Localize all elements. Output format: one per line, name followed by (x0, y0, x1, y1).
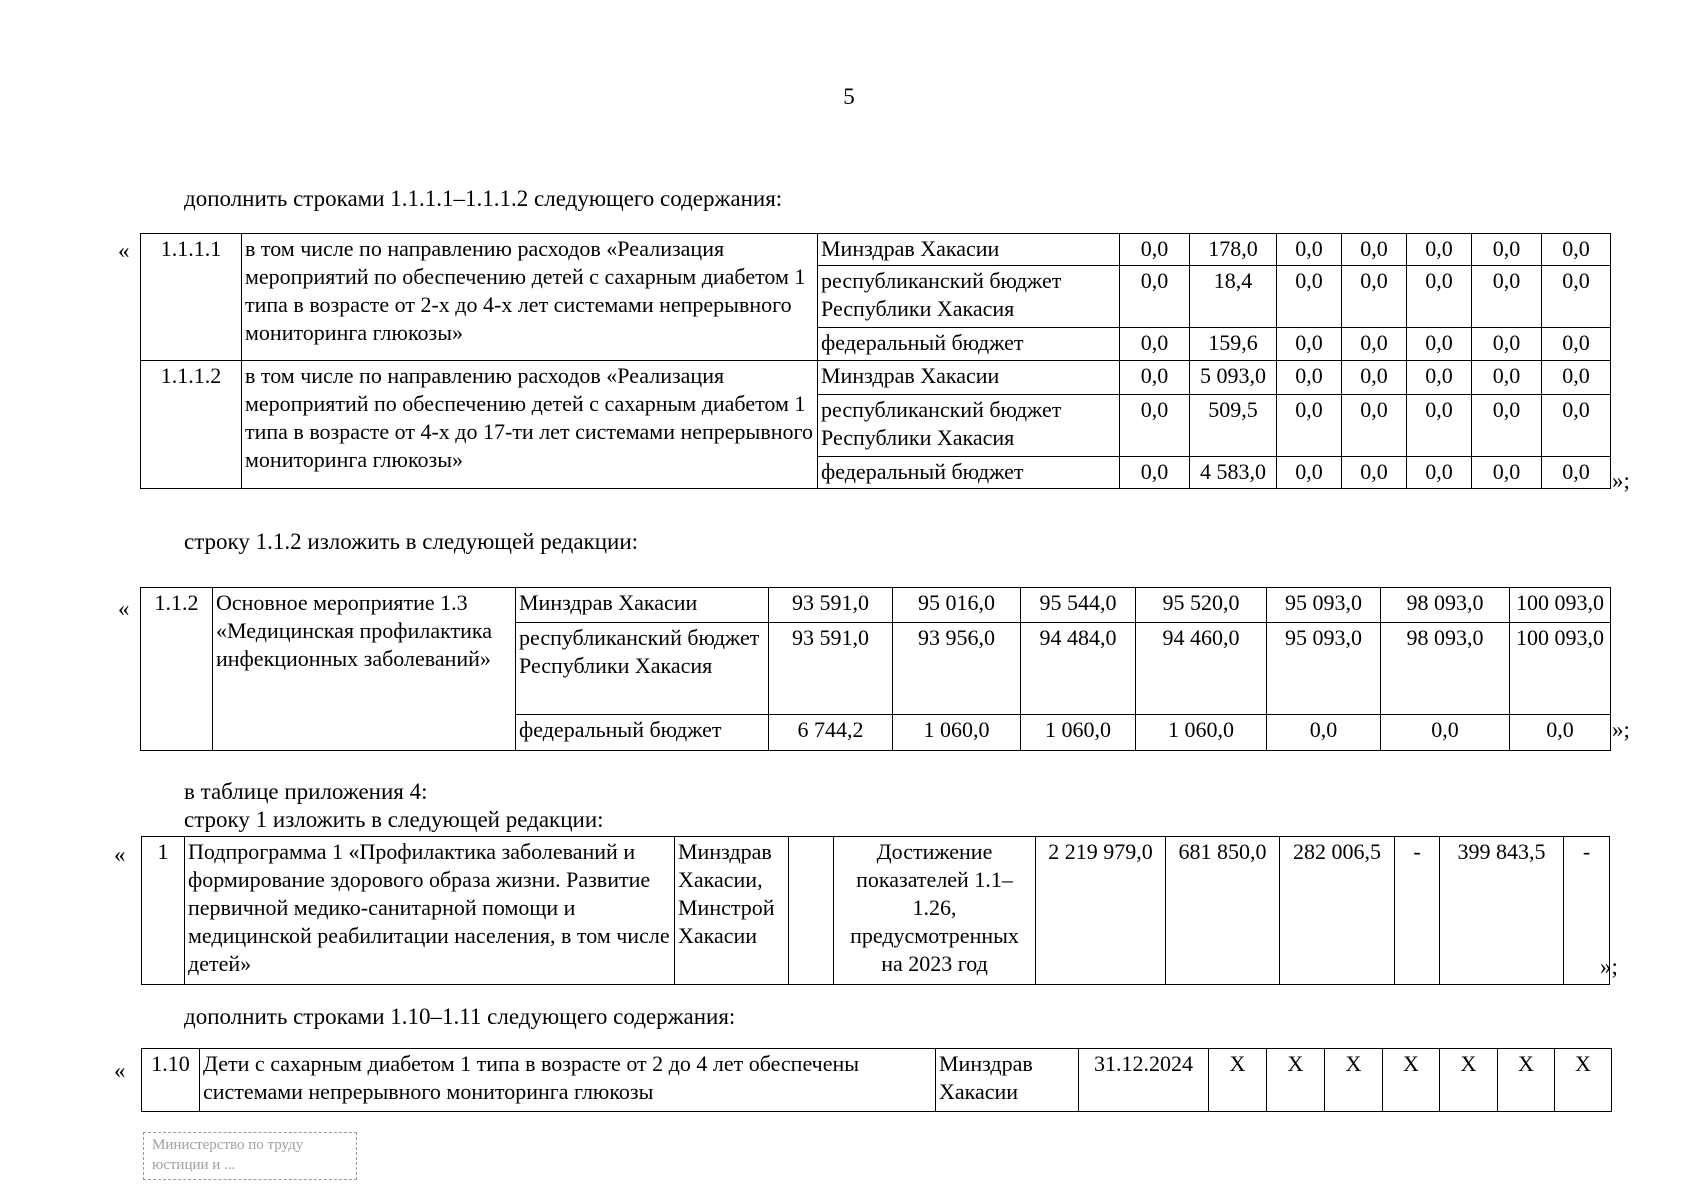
table-row (141, 588, 1611, 623)
empty-cell (789, 837, 834, 985)
value-cell: 93 591,0 (769, 588, 893, 623)
value-cell: 2 219 979,0 (1036, 837, 1166, 985)
value-cell: 94 460,0 (1136, 623, 1267, 715)
value-cell: 0,0 (1120, 266, 1190, 328)
value-cell: 95 093,0 (1267, 623, 1381, 715)
value-cell: 0,0 (1472, 361, 1542, 395)
value-cell: 178,0 (1190, 234, 1277, 266)
instruction-add-rows-1111: дополнить строками 1.1.1.1–1.1.1.2 следующего содержания: (184, 186, 783, 211)
value-cell: 4 583,0 (1190, 457, 1277, 489)
row-description: Подпрограмма 1 «Профилактика заболеваний и формирование здорового образа жизни. Развитие первичной медико-санитарной помощи и медицинской реабилитации населения, в том числе детей» (185, 837, 675, 985)
value-cell: 0,0 (1120, 361, 1190, 395)
table-row-112 (140, 587, 1611, 751)
value-cell: 0,0 (1381, 715, 1510, 751)
open-quote: « (118, 238, 130, 263)
executor-cell: Минздрав Хакасии, Минстрой Хакасии (675, 837, 789, 985)
instruction-add-rows-110: дополнить строками 1.10–1.11 следующего содержания: (184, 1004, 736, 1029)
value-cell: 5 093,0 (1190, 361, 1277, 395)
value-cell: 6 744,2 (769, 715, 893, 751)
value-cell: 681 850,0 (1166, 837, 1280, 985)
value-cell: 0,0 (1542, 234, 1611, 266)
value-cell: 0,0 (1277, 361, 1342, 395)
date-cell: 31.12.2024 (1079, 1049, 1209, 1112)
mark-cell: X (1325, 1049, 1383, 1112)
mark-cell: X (1555, 1049, 1612, 1112)
mark-cell: X (1383, 1049, 1440, 1112)
funding-source: республиканский бюджет Республики Хакасия (818, 266, 1120, 328)
value-cell: 0,0 (1510, 715, 1611, 751)
close-quote: »; (1612, 717, 1630, 742)
value-cell: 0,0 (1472, 328, 1542, 361)
value-cell: 95 520,0 (1136, 588, 1267, 623)
stamp-text-line: Министерство по труду (152, 1137, 304, 1153)
value-cell: 18,4 (1190, 266, 1277, 328)
funding-source: республиканский бюджет Республики Хакасия (818, 395, 1120, 457)
value-cell: 159,6 (1190, 328, 1277, 361)
page-number: 5 (843, 84, 855, 109)
open-quote: « (114, 1058, 126, 1083)
value-cell: 0,0 (1120, 395, 1190, 457)
value-cell: 282 006,5 (1280, 837, 1395, 985)
value-cell: 100 093,0 (1510, 623, 1611, 715)
value-cell: 0,0 (1120, 457, 1190, 489)
value-cell: 509,5 (1190, 395, 1277, 457)
value-cell: 0,0 (1407, 457, 1472, 489)
value-cell: 0,0 (1542, 361, 1611, 395)
value-cell: 0,0 (1277, 328, 1342, 361)
table-row (141, 361, 1611, 395)
value-cell: 0,0 (1277, 395, 1342, 457)
funding-source: республиканский бюджет Республики Хакасия (516, 623, 769, 715)
funding-source: федеральный бюджет (516, 715, 769, 751)
value-cell: 0,0 (1342, 457, 1407, 489)
funding-source: Минздрав Хакасии (516, 588, 769, 623)
close-quote: »; (1612, 468, 1630, 493)
value-cell: 95 016,0 (893, 588, 1021, 623)
value-cell: 0,0 (1277, 234, 1342, 266)
value-cell: 0,0 (1472, 266, 1542, 328)
value-cell: 0,0 (1342, 361, 1407, 395)
value-cell: 0,0 (1407, 234, 1472, 266)
instruction-row-112: строку 1.1.2 изложить в следующей редакции: (184, 529, 639, 554)
stamp-text-line: юстиции и ... (152, 1157, 236, 1173)
value-cell: 0,0 (1342, 395, 1407, 457)
value-cell: 0,0 (1277, 457, 1342, 489)
value-cell: 93 591,0 (769, 623, 893, 715)
executor-cell: Минздрав Хакасии (936, 1049, 1079, 1112)
value-cell: 0,0 (1407, 328, 1472, 361)
registration-stamp (143, 1132, 357, 1180)
row-description: в том числе по направлению расходов «Реализация мероприятий по обеспечению детей с сахарным диабетом 1 типа в возрасте от 4-х до 17-ти лет системами непрерывного мониторинга глюкозы» (242, 361, 818, 489)
value-cell: 0,0 (1407, 361, 1472, 395)
value-cell: 94 484,0 (1021, 623, 1136, 715)
value-cell: - (1395, 837, 1440, 985)
value-cell: - (1564, 837, 1610, 985)
table-row (141, 234, 1611, 266)
result-cell: Достижение показателей 1.1–1.26, предусмотренных на 2023 год (834, 837, 1036, 985)
mark-cell: X (1498, 1049, 1555, 1112)
funding-source: федеральный бюджет (818, 457, 1120, 489)
row-number: 1.1.1.2 (141, 361, 242, 489)
value-cell: 93 956,0 (893, 623, 1021, 715)
value-cell: 1 060,0 (1136, 715, 1267, 751)
value-cell: 0,0 (1542, 457, 1611, 489)
value-cell: 0,0 (1472, 234, 1542, 266)
value-cell: 0,0 (1472, 395, 1542, 457)
value-cell: 399 843,5 (1440, 837, 1564, 985)
value-cell: 0,0 (1407, 395, 1472, 457)
mark-cell: X (1267, 1049, 1325, 1112)
table-row (142, 837, 1610, 985)
mark-cell: X (1209, 1049, 1267, 1112)
row-description: Дети с сахарным диабетом 1 типа в возрасте от 2 до 4 лет обеспечены системами непрерывного мониторинга глюкозы (200, 1049, 936, 1112)
funding-source: федеральный бюджет (818, 328, 1120, 361)
table-row-110 (141, 1048, 1612, 1112)
row-number: 1.1.2 (141, 588, 213, 751)
value-cell: 0,0 (1542, 328, 1611, 361)
open-quote: « (118, 596, 130, 621)
value-cell: 0,0 (1342, 266, 1407, 328)
value-cell: 100 093,0 (1510, 588, 1611, 623)
value-cell: 0,0 (1267, 715, 1381, 751)
value-cell: 98 093,0 (1381, 588, 1510, 623)
instruction-row-1: строку 1 изложить в следующей редакции: (184, 807, 604, 832)
row-description: Основное мероприятие 1.3 «Медицинская профилактика инфекционных заболеваний» (213, 588, 516, 751)
value-cell: 0,0 (1342, 234, 1407, 266)
row-number: 1.1.1.1 (141, 234, 242, 361)
table-rows-1111-1112 (140, 233, 1611, 489)
value-cell: 1 060,0 (1021, 715, 1136, 751)
value-cell: 0,0 (1120, 234, 1190, 266)
funding-source: Минздрав Хакасии (818, 234, 1120, 266)
value-cell: 0,0 (1542, 266, 1611, 328)
table-row-1 (141, 836, 1610, 985)
instruction-appendix4: в таблице приложения 4: (184, 779, 428, 804)
close-quote: »; (1600, 954, 1618, 979)
value-cell: 0,0 (1277, 266, 1342, 328)
row-description: в том числе по направлению расходов «Реализация мероприятий по обеспечению детей с сахарным диабетом 1 типа в возрасте от 2-х до 4-х лет системами непрерывного мониторинга глюкозы» (242, 234, 818, 361)
value-cell: 0,0 (1407, 266, 1472, 328)
value-cell: 1 060,0 (893, 715, 1021, 751)
value-cell: 98 093,0 (1381, 623, 1510, 715)
value-cell: 0,0 (1120, 328, 1190, 361)
table-row (142, 1049, 1612, 1112)
row-number: 1.10 (142, 1049, 200, 1112)
value-cell: 95 544,0 (1021, 588, 1136, 623)
value-cell: 0,0 (1342, 328, 1407, 361)
row-number: 1 (142, 837, 185, 985)
open-quote: « (114, 842, 126, 867)
value-cell: 0,0 (1472, 457, 1542, 489)
value-cell: 0,0 (1542, 395, 1611, 457)
value-cell: 95 093,0 (1267, 588, 1381, 623)
funding-source: Минздрав Хакасии (818, 361, 1120, 395)
mark-cell: X (1440, 1049, 1498, 1112)
